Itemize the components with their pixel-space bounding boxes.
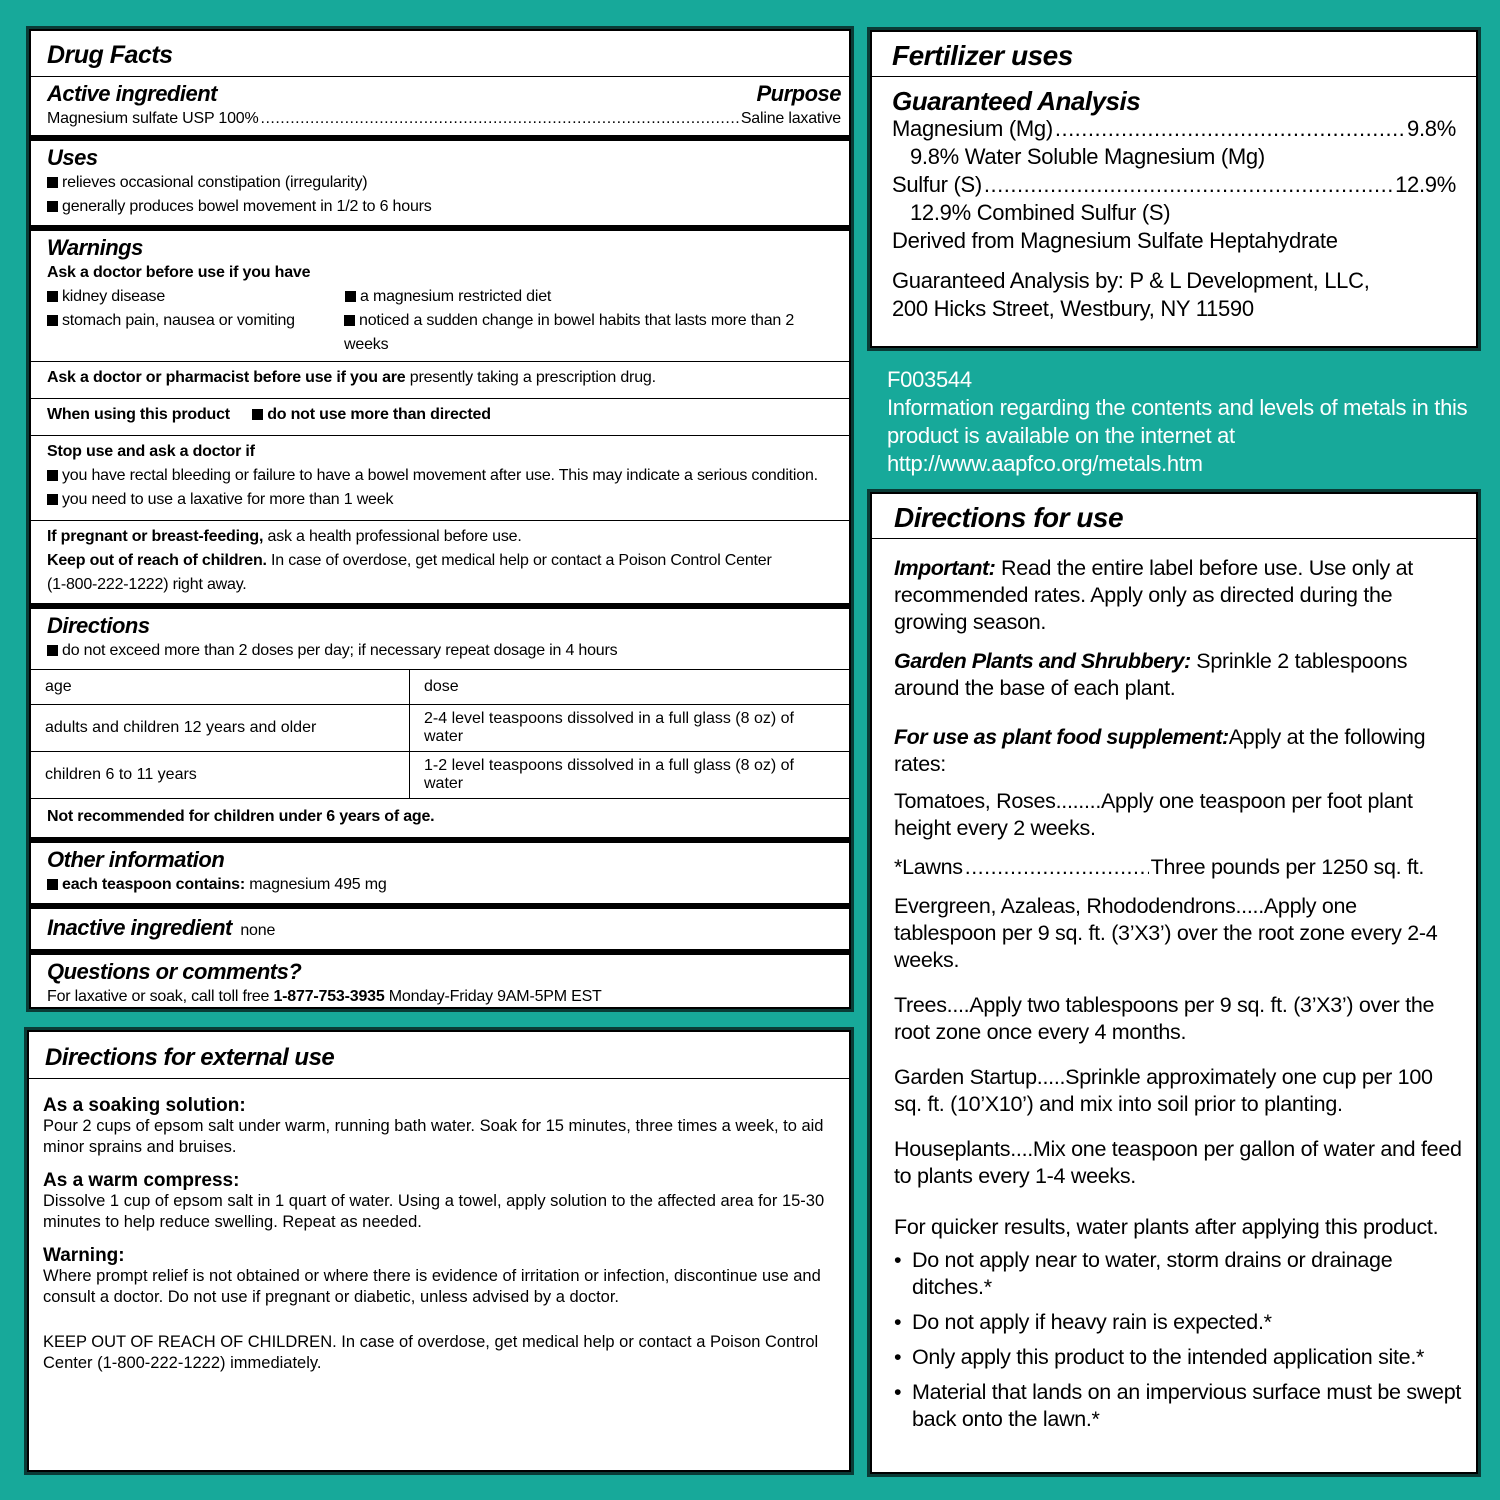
ask-pharmacist: Ask a doctor or pharmacist before use if you are presently taking a prescription drug. (31, 361, 849, 398)
metals-text-1: Information regarding the contents and levels of metals in this (887, 395, 1468, 420)
drug-facts-panel (29, 29, 851, 1009)
table-row: adults and children 12 years and older 2-4 level teaspoons dissolved in a full glass (8 oz) of water (31, 705, 849, 752)
external-use-panel (27, 1030, 851, 1472)
supplement: For use as plant food supplement:Apply at the following rates: (894, 725, 1426, 776)
magnesium-sub: 9.8% Water Soluble Magnesium (Mg) (910, 144, 1265, 169)
metals-text-2: product is available on the internet at (887, 423, 1235, 448)
rate-houseplants: Houseplants....Mix one teaspoon per gallon of water and feed to plants every 1-4 weeks. (894, 1137, 1462, 1188)
rate-evergreen: Evergreen, Azaleas, Rhododendrons.....Apply one tablespoon per 9 sq. ft. (3’X3’) over the root zone every 2-4 weeks. (894, 894, 1438, 972)
fertilizer-panel (870, 30, 1478, 348)
ask-doctor-item: kidney disease (47, 285, 345, 309)
list-item: • Do not apply if heavy rain is expected.* (894, 1310, 1272, 1334)
fertilizer-title: Fertilizer uses (872, 32, 1476, 77)
sulfur-row: Sulfur (S) ..... 12.9% (892, 171, 1456, 199)
table-row: children 6 to 11 years 1-2 level teaspoons dissolved in a full glass (8 oz) of water (31, 752, 849, 799)
ask-doctor-heading: Ask a doctor before use if you have (47, 264, 311, 281)
analysis-by-2: 200 Hicks Street, Westbury, NY 11590 (892, 296, 1254, 321)
metals-url-link[interactable]: http://www.aapfco.org/metals.htm (887, 451, 1203, 476)
warning-heading: Warning: (43, 1245, 125, 1266)
rate-lawns: *Lawns ..... Three pounds per 1250 sq. ft. (894, 854, 1464, 881)
stop-use-item: you need to use a laxative for more than 1 week (47, 488, 841, 512)
uses-item: generally produces bowel movement in 1/2 to 6 hours (47, 195, 841, 219)
warning-text: Where prompt relief is not obtained or where there is evidence of irritation or infection, discontinue use and consult a doctor. Do not use if pregnant or diabetic, unless advised by a doctor. (43, 1267, 821, 1306)
table-header-row: age dose (31, 670, 849, 705)
ask-doctor-item: a magnesium restricted diet (345, 285, 551, 309)
questions-heading: Questions or comments? (47, 959, 302, 984)
list-item: • Material that lands on an impervious surface must be swept back onto the lawn.* (894, 1380, 1462, 1431)
analysis-heading: Guaranteed Analysis (892, 86, 1141, 116)
phone-number: 1-877-753-3935 (273, 988, 385, 1005)
directions-use-title: Directions for use (872, 494, 1476, 539)
other-info-heading: Other information (47, 847, 225, 872)
inactive-value: none (240, 922, 276, 939)
rate-tomatoes: Tomatoes, Roses........Apply one teaspoon per foot plant height every 2 weeks. (894, 789, 1413, 840)
active-ingredient-heading: Active ingredient (47, 81, 217, 106)
rate-startup: Garden Startup.....Sprinkle approximately one cup per 100 sq. ft. (10’X10’) and mix into soil prior to planting. (894, 1065, 1433, 1116)
magnesium-row: Magnesium (Mg) ..... 9.8% (892, 115, 1456, 143)
external-keep-out: KEEP OUT OF REACH OF CHILDREN. In case of overdose, get medical help or contact a Poison Control Center (1-800-222-1222) immediately. (43, 1333, 819, 1372)
inactive-heading: Inactive ingredient (47, 915, 232, 940)
derived-from: Derived from Magnesium Sulfate Heptahydrate (892, 228, 1338, 253)
directions-item: do not exceed more than 2 doses per day; if necessary repeat dosage in 4 hours (47, 639, 841, 663)
garden-plants: Garden Plants and Shrubbery: Sprinkle 2 tablespoons around the base of each plant. (894, 649, 1408, 700)
purpose-heading: Purpose (756, 81, 841, 106)
sulfur-sub: 12.9% Combined Sulfur (S) (910, 200, 1171, 225)
soak-text: Pour 2 cups of epsom salt under warm, running bath water. Soak for 15 minutes, three times a week, to aid minor sprains and bruises. (43, 1117, 824, 1156)
product-code: F003544 (887, 367, 972, 392)
directions-section (31, 609, 849, 843)
other-info-section: Other information each teaspoon contains: magnesium 495 mg (31, 843, 849, 909)
soak-heading: As a soaking solution: (43, 1095, 246, 1116)
uses-section (31, 141, 849, 231)
stop-use (31, 435, 849, 520)
active-ingredient-name: Magnesium sulfate USP 100% (47, 110, 259, 127)
dosage-table (31, 669, 849, 798)
drug-facts-header (31, 31, 849, 141)
uses-item: relieves occasional constipation (irregularity) (47, 171, 841, 195)
ask-doctor-item: noticed a sudden change in bowel habits that lasts more than 2 weeks (344, 312, 795, 353)
directions-use-panel (870, 492, 1478, 1474)
analysis-by-1: Guaranteed Analysis by: P & L Development, LLC, (892, 268, 1370, 293)
directions-heading: Directions (47, 613, 150, 638)
drug-facts-title: Drug Facts (47, 41, 173, 69)
pregnancy-keep-out: If pregnant or breast-feeding, ask a health professional before use. Keep out of reach of children. In case of overdose, get medical help or contact a Poison Control Center (1-800-222-1222) right away. (31, 520, 849, 603)
active-ingredient-row (47, 107, 841, 131)
inactive-section (31, 909, 849, 955)
list-item: • Do not apply near to water, storm drains or drainage ditches.* (894, 1248, 1393, 1299)
ask-doctor-item: stomach pain, nausea or vomiting (47, 309, 344, 357)
not-recommended: Not recommended for children under 6 years of age. (31, 798, 849, 837)
list-item: • Only apply this product to the intended application site.* (894, 1345, 1425, 1369)
questions-section: Questions or comments? For laxative or soak, call toll free 1-877-753-3935 Monday-Friday 9AM-5PM EST (31, 955, 849, 1009)
metals-info (887, 366, 1487, 478)
uses-heading: Uses (47, 145, 98, 170)
external-use-title: Directions for external use (29, 1032, 849, 1079)
warnings-section (31, 231, 849, 609)
quicker-results: For quicker results, water plants after applying this product. (894, 1215, 1439, 1239)
compress-heading: As a warm compress: (43, 1170, 240, 1191)
rate-trees: Trees....Apply two tablespoons per 9 sq. ft. (3’X3’) over the root zone once every 4 months. (894, 993, 1435, 1044)
stop-use-item: you have rectal bleeding or failure to have a bowel movement after use. This may indicate a serious condition. (47, 464, 841, 488)
when-using: When using this product do not use more than directed (31, 398, 849, 435)
warnings-heading: Warnings (47, 235, 143, 260)
active-ingredient-purpose: Saline laxative (740, 110, 841, 127)
important-note: Important: Read the entire label before use. Use only at recommended rates. Apply only as directed during the growing season. (894, 556, 1413, 634)
stop-use-heading: Stop use and ask a doctor if (47, 443, 255, 460)
compress-text: Dissolve 1 cup of epsom salt in 1 quart of water. Using a towel, apply solution to the affected area for 15-30 minutes to help reduce swelling. Repeat as needed. (43, 1192, 825, 1231)
